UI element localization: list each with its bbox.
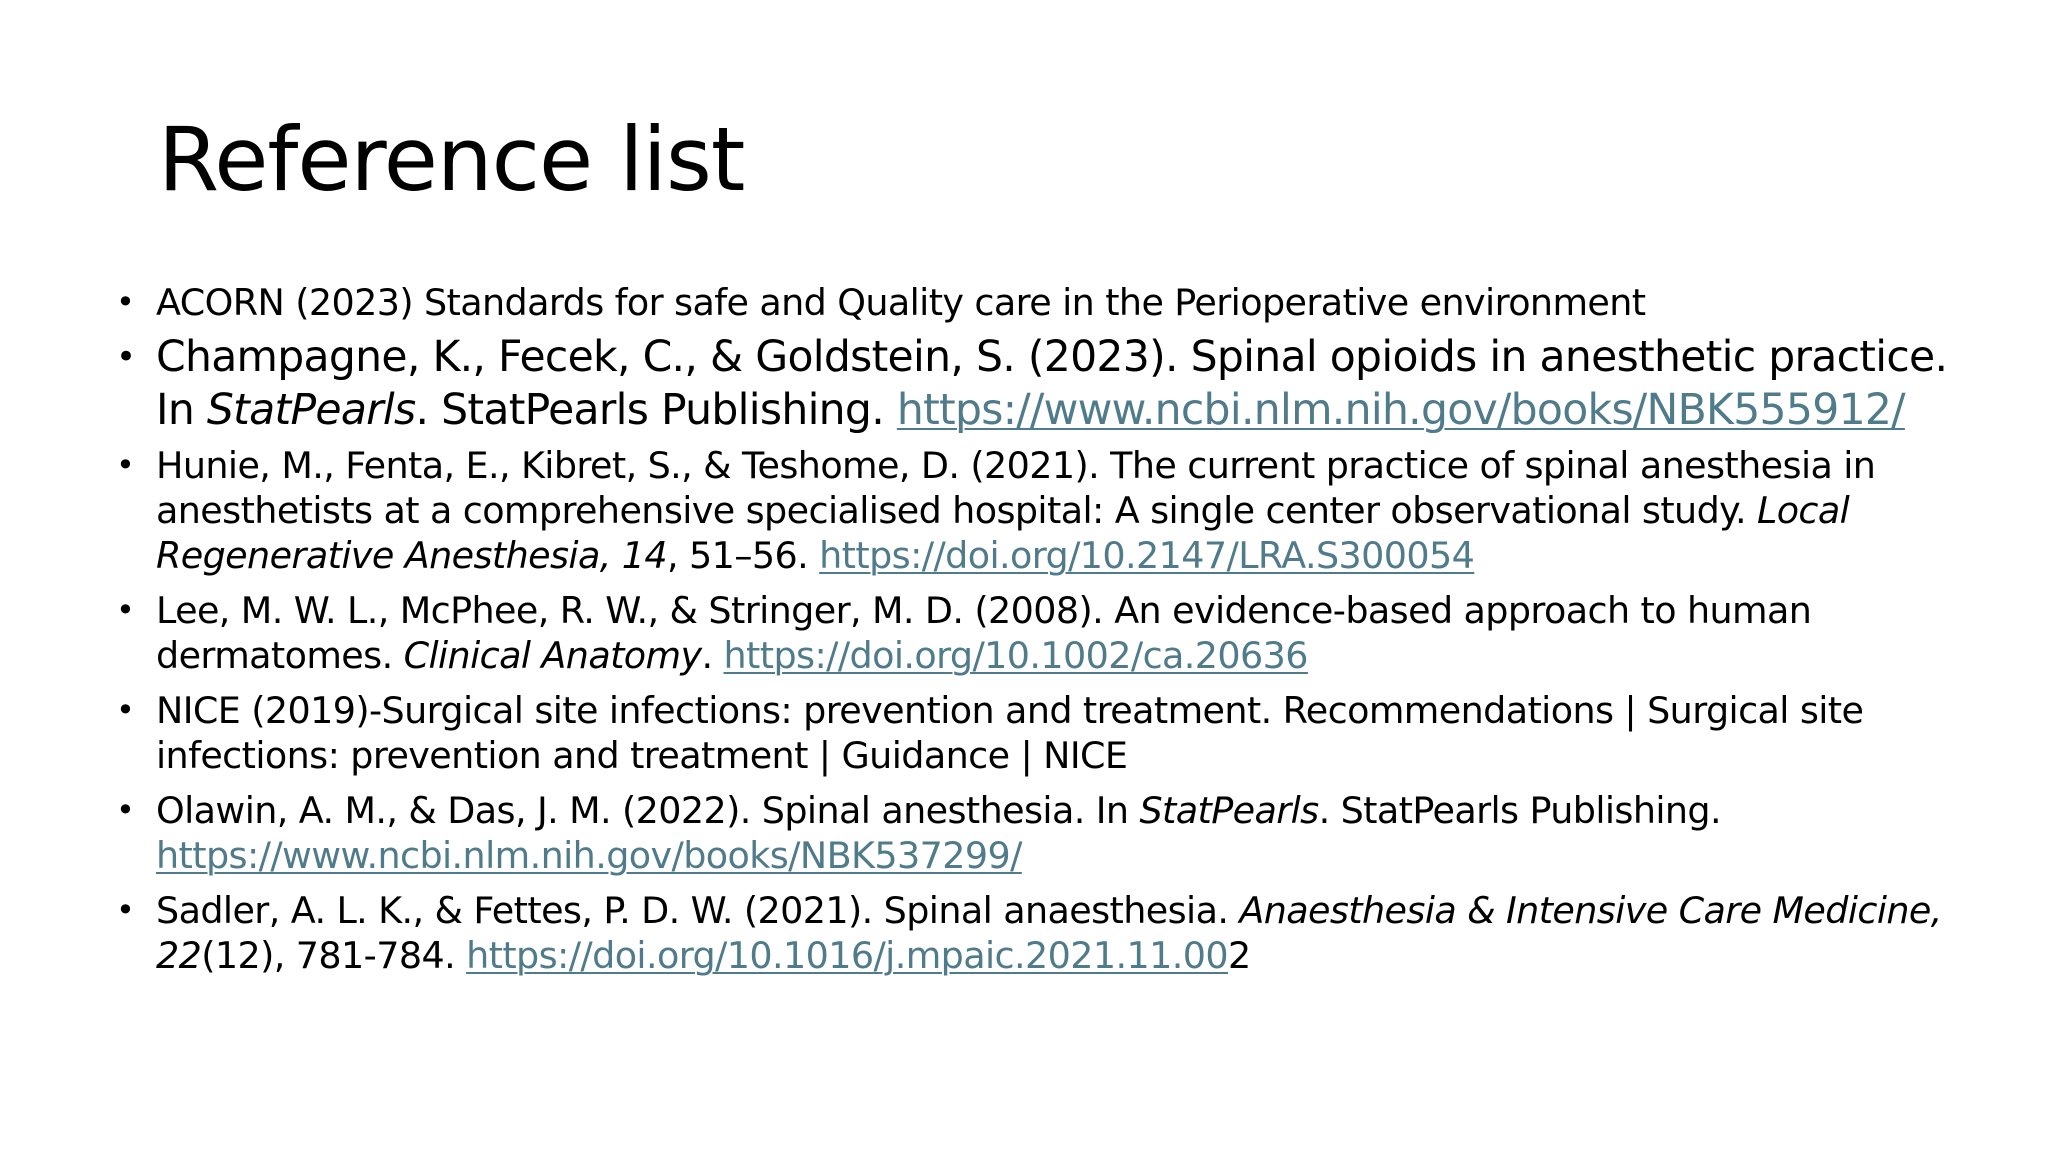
reference-italic-text: Local Regenerative Anesthesia, 14: [156, 489, 1850, 577]
reference-italic-text: Clinical Anatomy: [403, 634, 702, 677]
reference-text: Olawin, A. M., & Das, J. M. (2022). Spinal anesthesia. In: [156, 789, 1140, 832]
bullet-icon: •: [116, 791, 135, 829]
page-title: Reference list: [158, 108, 745, 211]
reference-text: . StatPearls Publishing.: [415, 386, 897, 435]
reference-text: NICE (2019)-Surgical site infections: prevention and treatment. Recommendations | Surgical site infections: prevention and treatment | Guidance | NICE: [156, 689, 1864, 777]
reference-item-sadler: [116, 888, 1996, 978]
reference-link[interactable]: https://www.ncbi.nlm.nih.gov/books/NBK537299/: [156, 834, 1022, 877]
reference-italic-text: StatPearls: [206, 386, 416, 435]
reference-text: Lee, M. W. L., McPhee, R. W., & Stringer, M. D. (2008). An evidence-based approach to human dermatomes.: [156, 589, 1812, 677]
reference-text: . StatPearls Publishing.: [1318, 789, 1722, 832]
reference-text: (12), 781-784.: [201, 934, 467, 977]
reference-text: 2: [1228, 934, 1251, 977]
reference-link[interactable]: https://www.ncbi.nlm.nih.gov/books/NBK555912/: [896, 386, 1905, 435]
reference-item-lee: [116, 588, 1996, 678]
reference-item-nice: [116, 688, 1996, 778]
bullet-icon: •: [116, 283, 135, 321]
reference-text: Champagne, K., Fecek, C., & Goldstein, S. (2023). Spinal opioids in anesthetic practice. In: [156, 333, 1948, 435]
bullet-icon: •: [116, 337, 136, 377]
bullet-icon: •: [116, 446, 135, 484]
reference-text: ACORN (2023) Standards for safe and Quality care in the Perioperative environment: [156, 281, 1646, 324]
reference-item-hunie: [116, 443, 1996, 578]
reference-link[interactable]: https://doi.org/10.1016/j.mpaic.2021.11.00: [466, 934, 1228, 977]
bullet-icon: •: [116, 691, 135, 729]
reference-text: , 51–56.: [666, 534, 820, 577]
reference-link[interactable]: https://doi.org/10.1002/ca.20636: [723, 634, 1308, 677]
reference-italic-text: StatPearls: [1139, 789, 1319, 832]
reference-item-champagne: [116, 331, 1996, 437]
reference-item-acorn: [116, 280, 1996, 325]
reference-italic-text: Anaesthesia & Intensive Care Medicine, 22: [156, 889, 1942, 977]
reference-link[interactable]: https://doi.org/10.2147/LRA.S300054: [819, 534, 1475, 577]
bullet-icon: •: [116, 591, 135, 629]
reference-list: [116, 280, 1996, 988]
bullet-icon: •: [116, 891, 135, 929]
reference-text: Hunie, M., Fenta, E., Kibret, S., & Teshome, D. (2021). The current practice of spinal anesthesia in anesthetists at a comprehensive specialised hospital: A single center observational study.: [156, 444, 1876, 532]
reference-text: Sadler, A. L. K., & Fettes, P. D. W. (2021). Spinal anaesthesia.: [156, 889, 1240, 932]
reference-text: .: [701, 634, 724, 677]
reference-item-olawin: [116, 788, 1996, 878]
